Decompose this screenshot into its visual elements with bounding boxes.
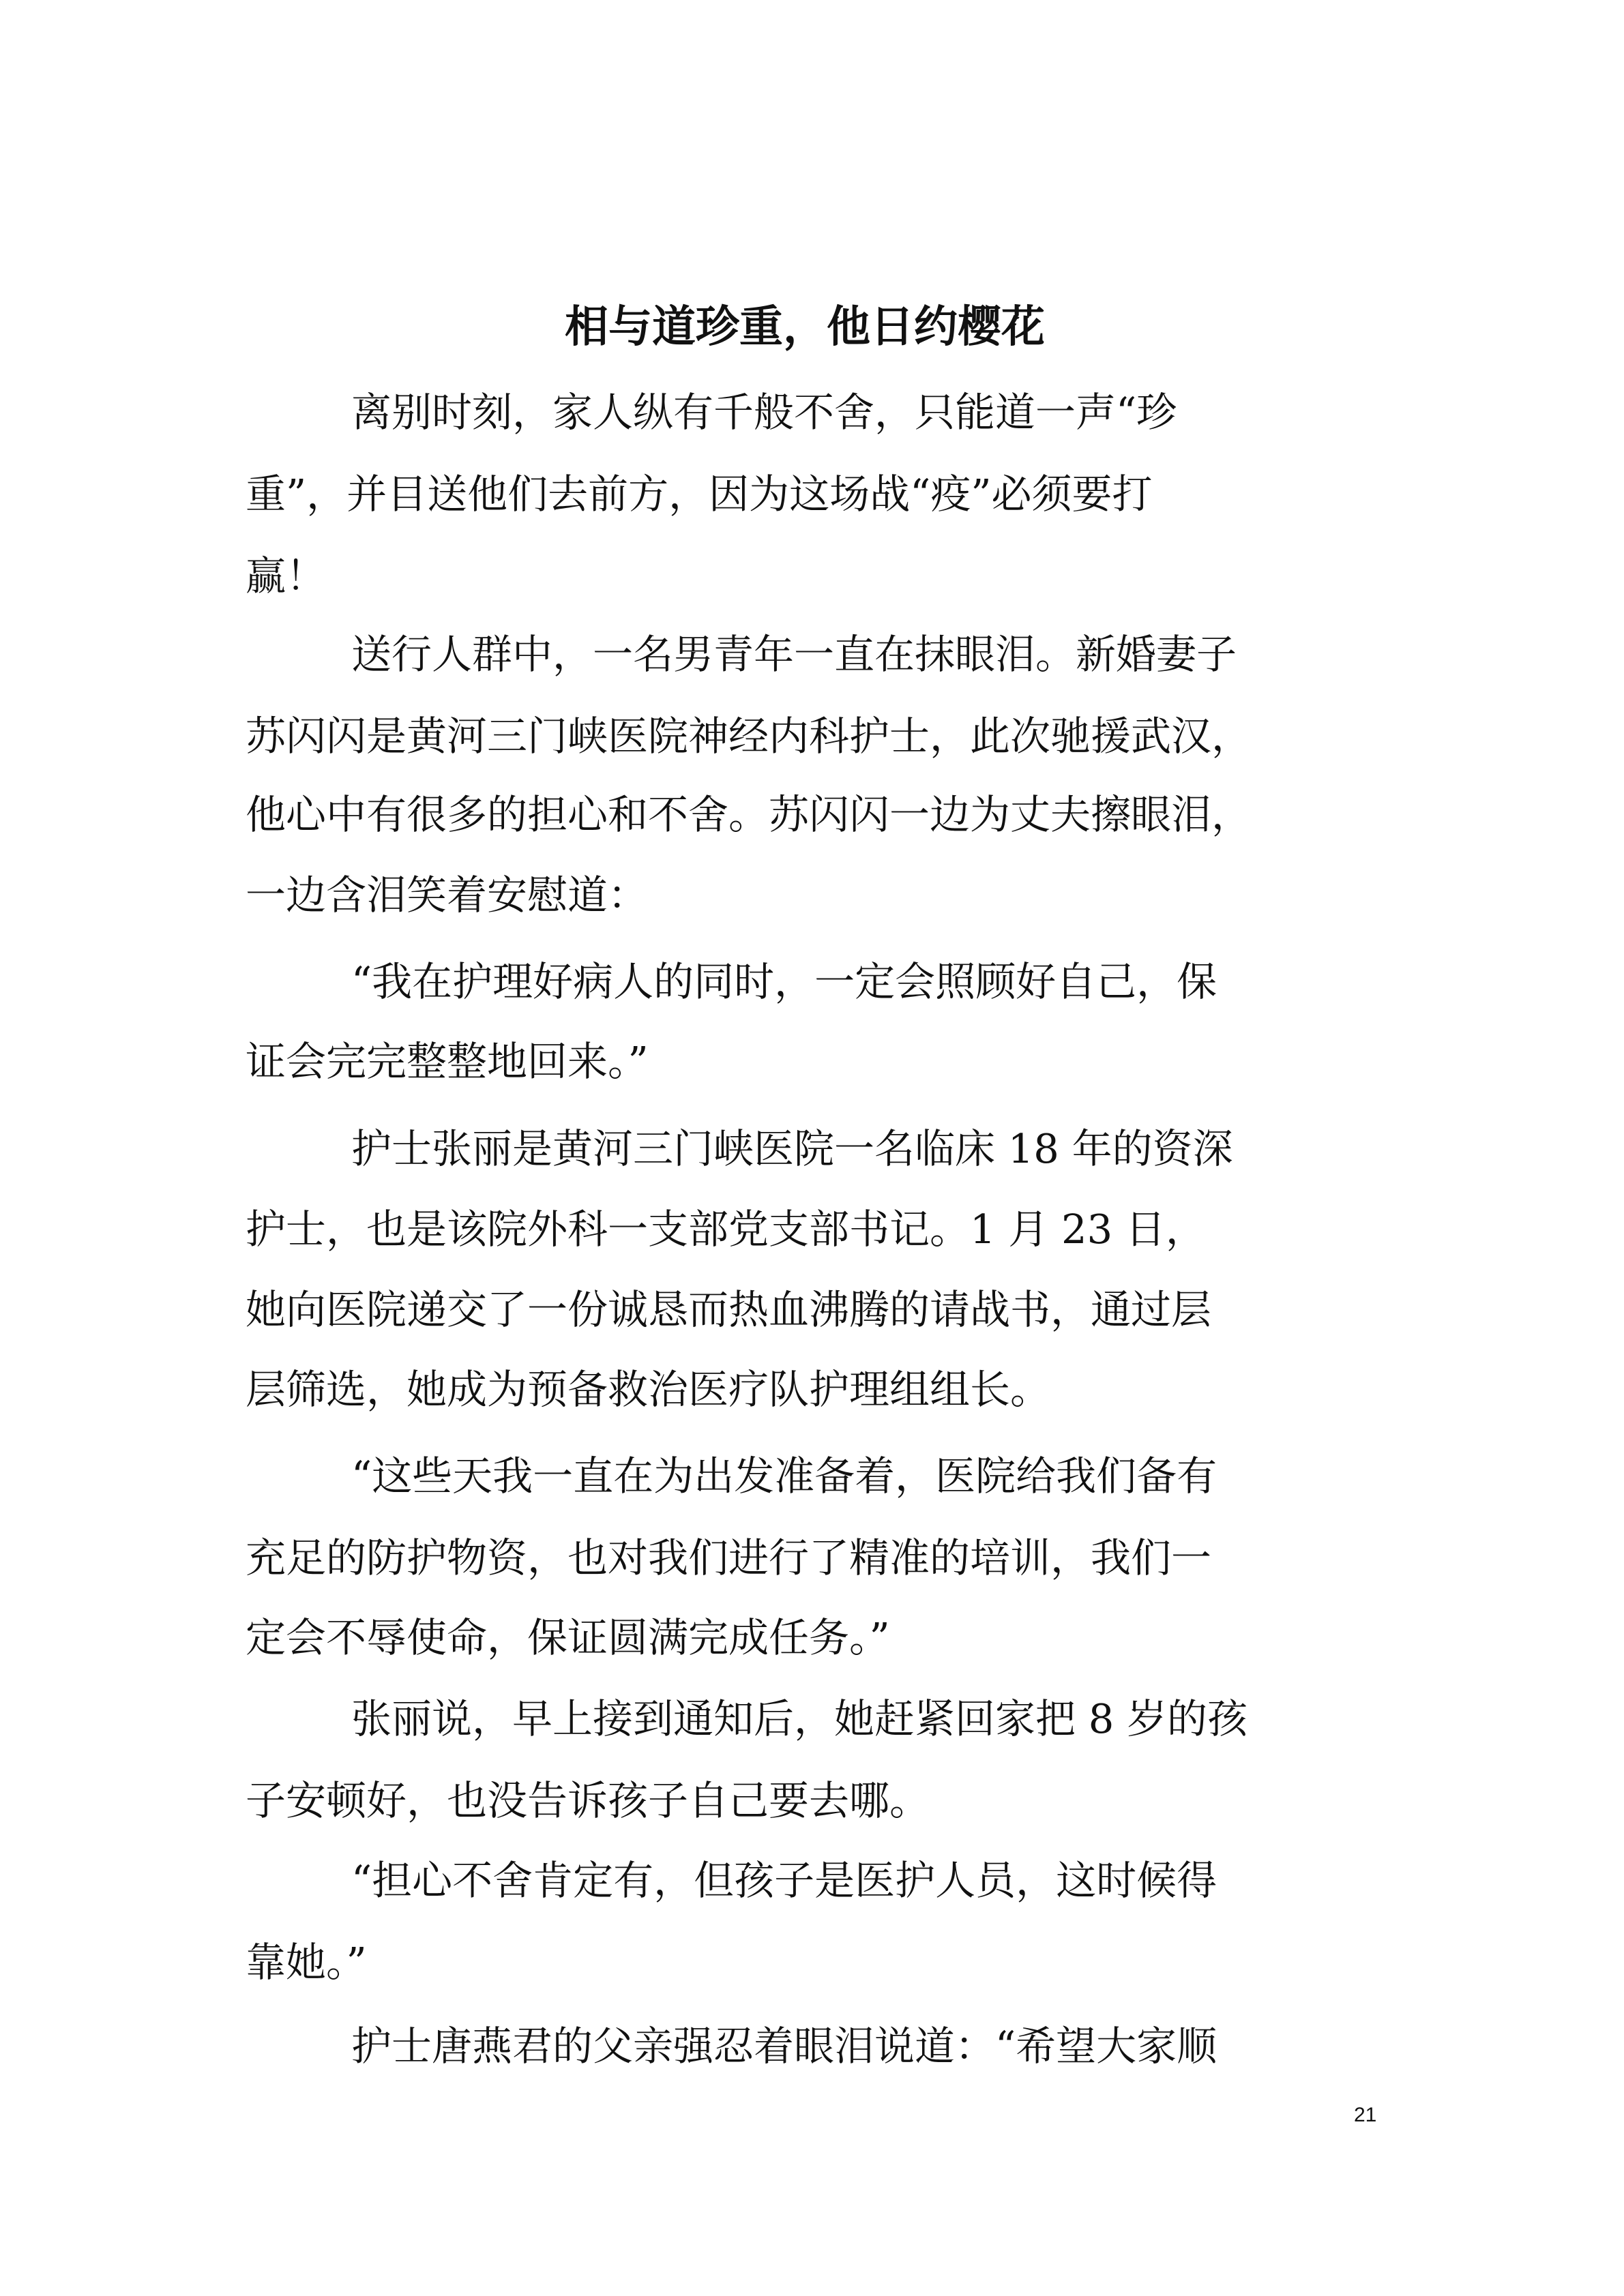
text-line: 重”，并目送他们去前方，因为这场战“疫”必须要打 [246,471,1153,518]
text-line: 护士张丽是黄河三门峡医院一名临床 18 年的资深 [351,1125,1233,1172]
text-line: “我在护理好病人的同时，一定会照顾好自己，保 [351,958,1217,1005]
text-line: 护士，也是该院外科一支部党支部书记。1 月 23 日， [246,1206,1206,1253]
text-line: “这些天我一直在为出发准备着，医院给我们备有 [351,1452,1217,1500]
text-line: 一边含泪笑着安慰道： [246,871,649,919]
text-line: 充足的防护物资，也对我们进行了精准的培训，我们一 [246,1534,1212,1581]
text-line: 子安顿好，也没告诉孩子自己要去哪。 [246,1777,930,1824]
article-title: 相与道珍重，他日约樱花 [565,301,1045,353]
text-line: 张丽说，早上接到通知后，她赶紧回家把 8 岁的孩 [351,1695,1248,1742]
text-line: 赢！ [246,552,327,599]
text-line: 层筛选，她成为预备救治医疗队护理组组长。 [246,1366,1051,1413]
text-line: 她向医院递交了一份诚恳而热血沸腾的请战书，通过层 [246,1286,1212,1333]
text-line: “担心不舍肯定有，但孩子是医护人员，这时候得 [351,1857,1217,1904]
text-line: 他心中有很多的担心和不舍。苏闪闪一边为丈夫擦眼泪， [246,791,1252,838]
page-number: 21 [1354,2104,1377,2126]
text-line: 证会完完整整地回来。” [246,1038,649,1085]
text-line: 苏闪闪是黄河三门峡医院神经内科护士，此次驰援武汉， [246,713,1252,760]
text-line: 送行人群中，一名男青年一直在抹眼泪。新婚妻子 [351,631,1237,678]
text-line: 定会不辱使命，保证圆满完成任务。” [246,1614,890,1661]
text-line: 靠她。” [246,1939,367,1986]
text-line: 离别时刻，家人纵有千般不舍，只能道一声“珍 [351,389,1177,436]
text-line: 护士唐燕君的父亲强忍着眼泪说道：“希望大家顺 [351,2023,1217,2070]
